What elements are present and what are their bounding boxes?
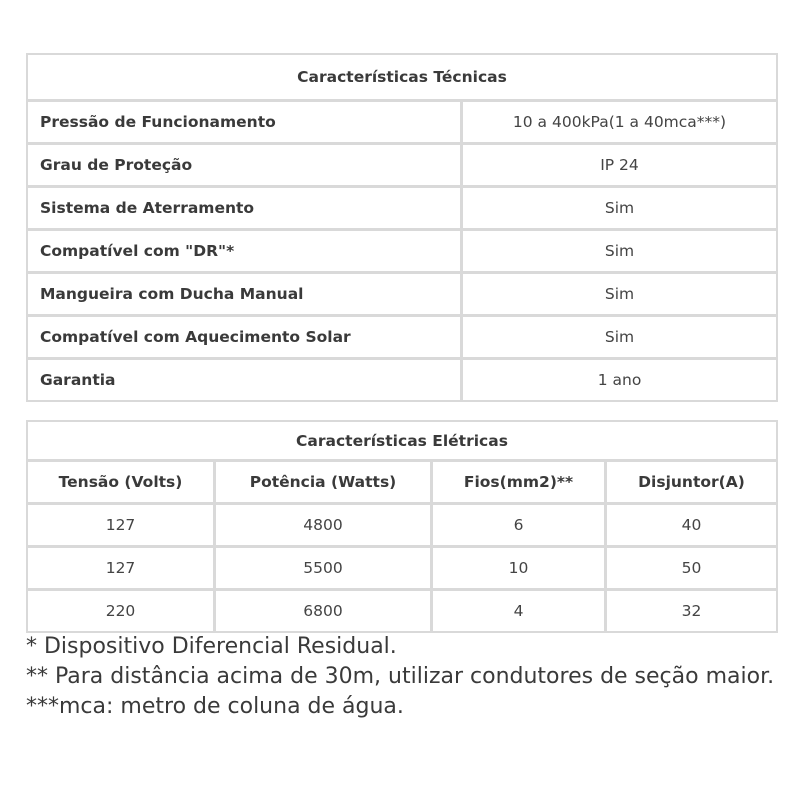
table-cell: 4: [433, 591, 604, 631]
table-cell: 50: [607, 548, 776, 588]
electrical-specs-table: [26, 420, 778, 633]
column-header-wires: Fios(mm2)**: [433, 462, 604, 502]
technical-specs-title: Características Técnicas: [28, 55, 776, 99]
spec-label: Pressão de Funcionamento: [28, 102, 460, 142]
table-cell: 4800: [216, 505, 430, 545]
table-cell: 127: [28, 548, 213, 588]
table-cell: 40: [607, 505, 776, 545]
electrical-specs-title: Características Elétricas: [28, 422, 776, 459]
column-header-breaker: Disjuntor(A): [607, 462, 776, 502]
spec-value: Sim: [463, 317, 776, 357]
spec-label: Sistema de Aterramento: [28, 188, 460, 228]
footnote: * Dispositivo Diferencial Residual.: [26, 634, 397, 659]
table-cell: 6800: [216, 591, 430, 631]
spec-value: Sim: [463, 274, 776, 314]
table-cell: 220: [28, 591, 213, 631]
spec-label: Compatível com "DR"*: [28, 231, 460, 271]
spec-value: 10 a 400kPa(1 a 40mca***): [463, 102, 776, 142]
footnote: ** Para distância acima de 30m, utilizar condutores de seção maior.: [26, 664, 775, 689]
table-cell: 5500: [216, 548, 430, 588]
table-cell: 127: [28, 505, 213, 545]
spec-label: Garantia: [28, 360, 460, 400]
spec-label: Compatível com Aquecimento Solar: [28, 317, 460, 357]
table-cell: 6: [433, 505, 604, 545]
footnotes: [26, 632, 778, 722]
technical-specs-table: [26, 53, 778, 402]
table-cell: 10: [433, 548, 604, 588]
spec-label: Grau de Proteção: [28, 145, 460, 185]
spec-label: Mangueira com Ducha Manual: [28, 274, 460, 314]
footnote: ***mca: metro de coluna de água.: [26, 694, 404, 719]
table-cell: 32: [607, 591, 776, 631]
spec-value: Sim: [463, 231, 776, 271]
column-header-power: Potência (Watts): [216, 462, 430, 502]
spec-value: Sim: [463, 188, 776, 228]
spec-value: IP 24: [463, 145, 776, 185]
column-header-voltage: Tensão (Volts): [28, 462, 213, 502]
spec-value: 1 ano: [463, 360, 776, 400]
